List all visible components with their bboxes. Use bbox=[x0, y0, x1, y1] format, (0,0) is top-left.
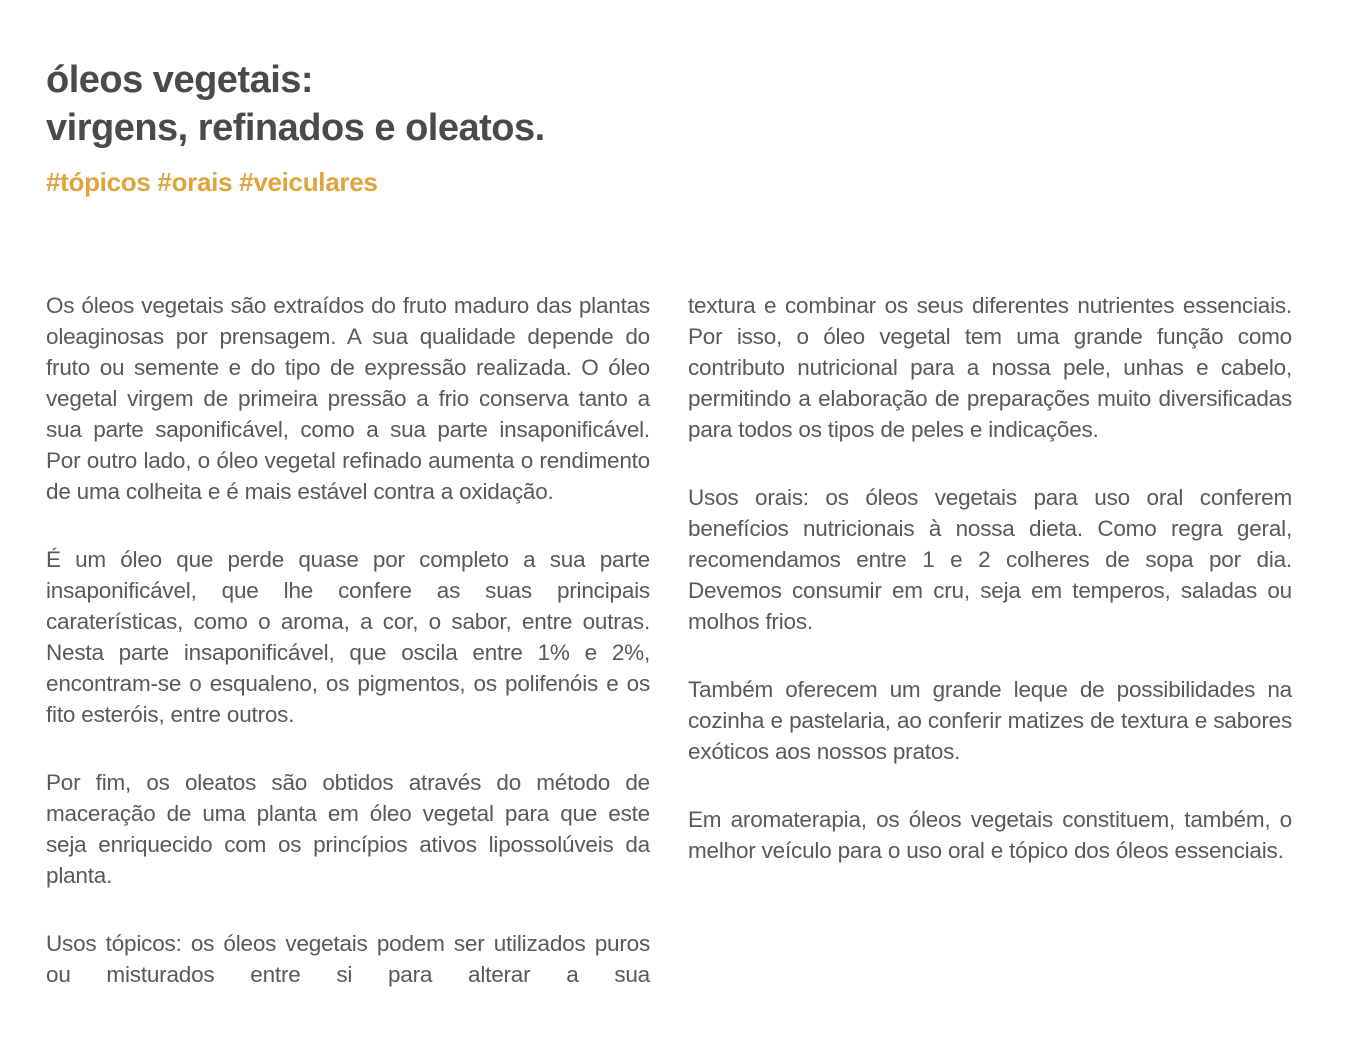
document-header bbox=[46, 56, 1293, 198]
paragraph-topical-uses-start: Usos tópicos: os óleos vegetais podem ser utilizados puros ou misturados entre si para alterar a sua bbox=[46, 931, 650, 987]
article-body bbox=[46, 290, 1293, 990]
paragraph-topical-uses-continued: textura e combinar os seus diferentes nutrientes essenciais. Por isso, o óleo vegetal tem uma grande função como contributo nutricional para a nossa pele, unhas e cabelo, permitindo a elaboração de preparações muito diversificadas para todos os tipos de peles e indicações. bbox=[688, 293, 1292, 442]
paragraph-oleates: Por fim, os oleatos são obtidos através do método de maceração de uma planta em óleo vegetal para que este seja enriquecido com os princípios ativos lipossolúveis da planta. bbox=[46, 770, 650, 888]
page-title-line1: óleos vegetais: bbox=[46, 59, 314, 101]
left-column bbox=[46, 290, 650, 990]
paragraph-cooking: Também oferecem um grande leque de possibilidades na cozinha e pastelaria, ao conferir matizes de textura e sabores exóticos aos nossos pratos. bbox=[688, 677, 1292, 764]
page-title-line2: virgens, refinados e oleatos. bbox=[46, 107, 545, 149]
paragraph-refined-oil: É um óleo que perde quase por completo a sua parte insaponificável, que lhe confere as suas principais caraterísticas, como o aroma, a cor, o sabor, entre outras. Nesta parte insaponificável, que oscila entre 1% e 2%, encontram-se o esqualeno, os pigmentos, os polifenóis e os fito esteróis, entre outros. bbox=[46, 547, 650, 727]
page-title bbox=[46, 56, 1293, 152]
right-column bbox=[688, 290, 1292, 990]
hashtags-line: #tópicos #orais #veiculares bbox=[46, 167, 378, 197]
paragraph-oils-extraction: Os óleos vegetais são extraídos do fruto maduro das plantas oleaginosas por prensagem. A sua qualidade depende do fruto ou semente e do tipo de expressão realizada. O óleo vegetal virgem de primeira pressão a frio conserva tanto a sua parte saponificável, como a sua parte insaponificável. Por outro lado, o óleo vegetal refinado aumenta o rendimento de uma colheita e é mais estável contra a oxidação. bbox=[46, 293, 650, 504]
paragraph-oral-uses: Usos orais: os óleos vegetais para uso oral conferem benefícios nutricionais à nossa dieta. Como regra geral, recomendamos entre 1 e 2 colheres de sopa por dia. Devemos consumir em cru, seja em temperos, saladas ou molhos frios. bbox=[688, 485, 1292, 634]
paragraph-aromatherapy: Em aromaterapia, os óleos vegetais constituem, também, o melhor veículo para o uso oral e tópico dos óleos essenciais. bbox=[688, 807, 1292, 863]
